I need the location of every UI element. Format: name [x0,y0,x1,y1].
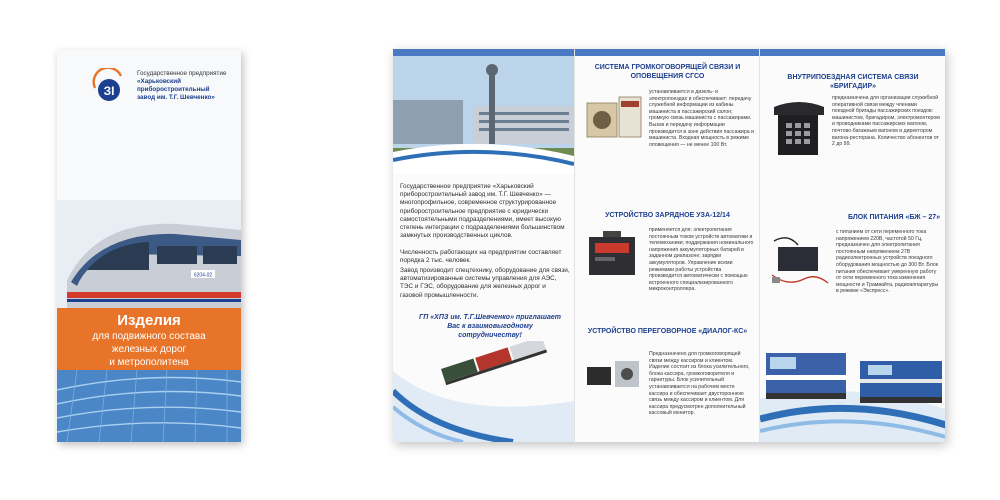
section-title-uza: УСТРОЙСТВО ЗАРЯДНОЕ УЗА-12/14 [605,212,730,219]
company-staff: Численность работающих на предприятии составляет порядка 2 тыс. человек. [400,249,562,265]
org-line: «Харьковский [137,78,181,85]
panel-products-2 [759,49,945,442]
cover-title: Изделия [117,312,181,329]
section-title-dialog: УСТРОЙСТВО ПЕРЕГОВОРНОЕ «ДИАЛОГ-КС» [587,328,748,335]
svg-text:ЗІ: ЗІ [103,84,115,98]
model-trains-photo [393,341,574,442]
power-unit-photo [768,231,832,291]
section-text-bzh: с питанием от сети переменного тока напряжением 220В, частотой 50 Гц, предназначен для электропитания постоянным напряжением 27В радиоэлектронных устройств поездного оборудования мощностью до 300 Вт. Блок питания обеспечивает умеренную работу от сети переменного тока изменения мощности и Трамвайта, радиоаппаратуры в режиме «Экспресс». [836,229,939,295]
section-title-bzh: БЛОК ПИТАНИЯ «БЖ – 27» [848,214,940,221]
cover-subtitle-line: для подвижного состава [92,331,206,342]
panel-products-1 [574,49,760,442]
cover-subtitle-line: железных дорог [111,344,187,355]
intercom-device-photo [583,351,645,401]
rails-photo [57,370,241,442]
cover-subtitle-line: и метрополитена [109,357,189,368]
section-text-brigadir: предназначена для организации служебной оперативной связи между членами поездной бригады пассажирских поездов: машинистом, бригадиром, электромонтером и проводниками пассажирских вагонов, почтово-багажным вагоном и директором вагона-ресторана. Количество абонентов от 2 до 99. [832,95,940,148]
section-text-dialog: Предназначено для громкоговорящей связи между кассиром и клиентом. Изделие состоит из блока усилительного, блока кассира, громкоговорителя и гарнитуры. Блок усилительный устанавливается на рабочем месте кассира и обеспечивает двустороннюю связь между кассиром и клиентом. Для кассира предусмотрен дополнительный кассовый монитор. [649,351,750,417]
section-text-sgso: устанавливается в дизель- и электропоездах и обеспечивает: передачу служебной информации из кабины машиниста в пассажирский салон; громкую связь машиниста с пассажирами. Вызов и передачу информации производится в зоне действия пассажира и машиниста. Входная мощность в режиме оповещения — не менее 100 Вт. [649,89,754,148]
section-text-uza: применяется для: электропитания постоянным током устройств автоматики и телемеханики; поддержания номинального напряжения аккумуляторных батарей в заданном диапазоне; зарядки аккумуляторов. Управление всеми режимами работы устройства производится автоматически с помощью встроенного специализированного микроконтроллера. [649,227,754,293]
train-number: 6204-02 [193,272,213,279]
company-logo-icon [91,68,127,104]
section-title-sgso: СИСТЕМА ГРОМКОГОВОРЯЩЕЙ СВЯЗИ И ОПОВЕЩЕНИЯ СГСО [594,64,741,80]
cooperation-slogan: ГП «ХПЗ им. Т.Г.Шевченко» приглашает Вас к взаимовыгодному сотрудничеству! [419,314,561,339]
charger-device-photo [583,227,645,281]
company-name [137,70,237,102]
building-photo [393,56,574,174]
phone-device-photo [770,93,828,159]
section-title-brigadir: ВНУТРИПОЕЗДНАЯ СИСТЕМА СВЯЗИ «БРИГАДИР» [787,74,919,90]
org-line: приборостроительный [137,86,210,93]
org-line: Государственное предприятие [137,70,227,77]
brochure-inside [393,49,945,442]
sgso-device-photo [583,89,645,149]
panel-company [393,49,574,442]
locomotive-photo [760,339,945,442]
company-production: Завод производит спецтехнику, оборудование для связи, автоматизированные системы управления для АЭС, ТЭС и ГЭС, оборудование для железных дорог и газовой промышленности. [400,267,570,299]
company-intro: Государственное предприятие «Харьковский приборостроительный завод им. Т.Г. Шевченко» — многопрофильное, современное структурированное приборостроительное предприятие с юридически самостоятельными подразделениями, имеет высокую степень интеграции с подразделениями большинством замкнутых производственных циклов. [400,183,565,240]
org-line: завод им. Т.Г. Шевченко» [137,94,215,101]
brochure-cover [57,50,241,442]
